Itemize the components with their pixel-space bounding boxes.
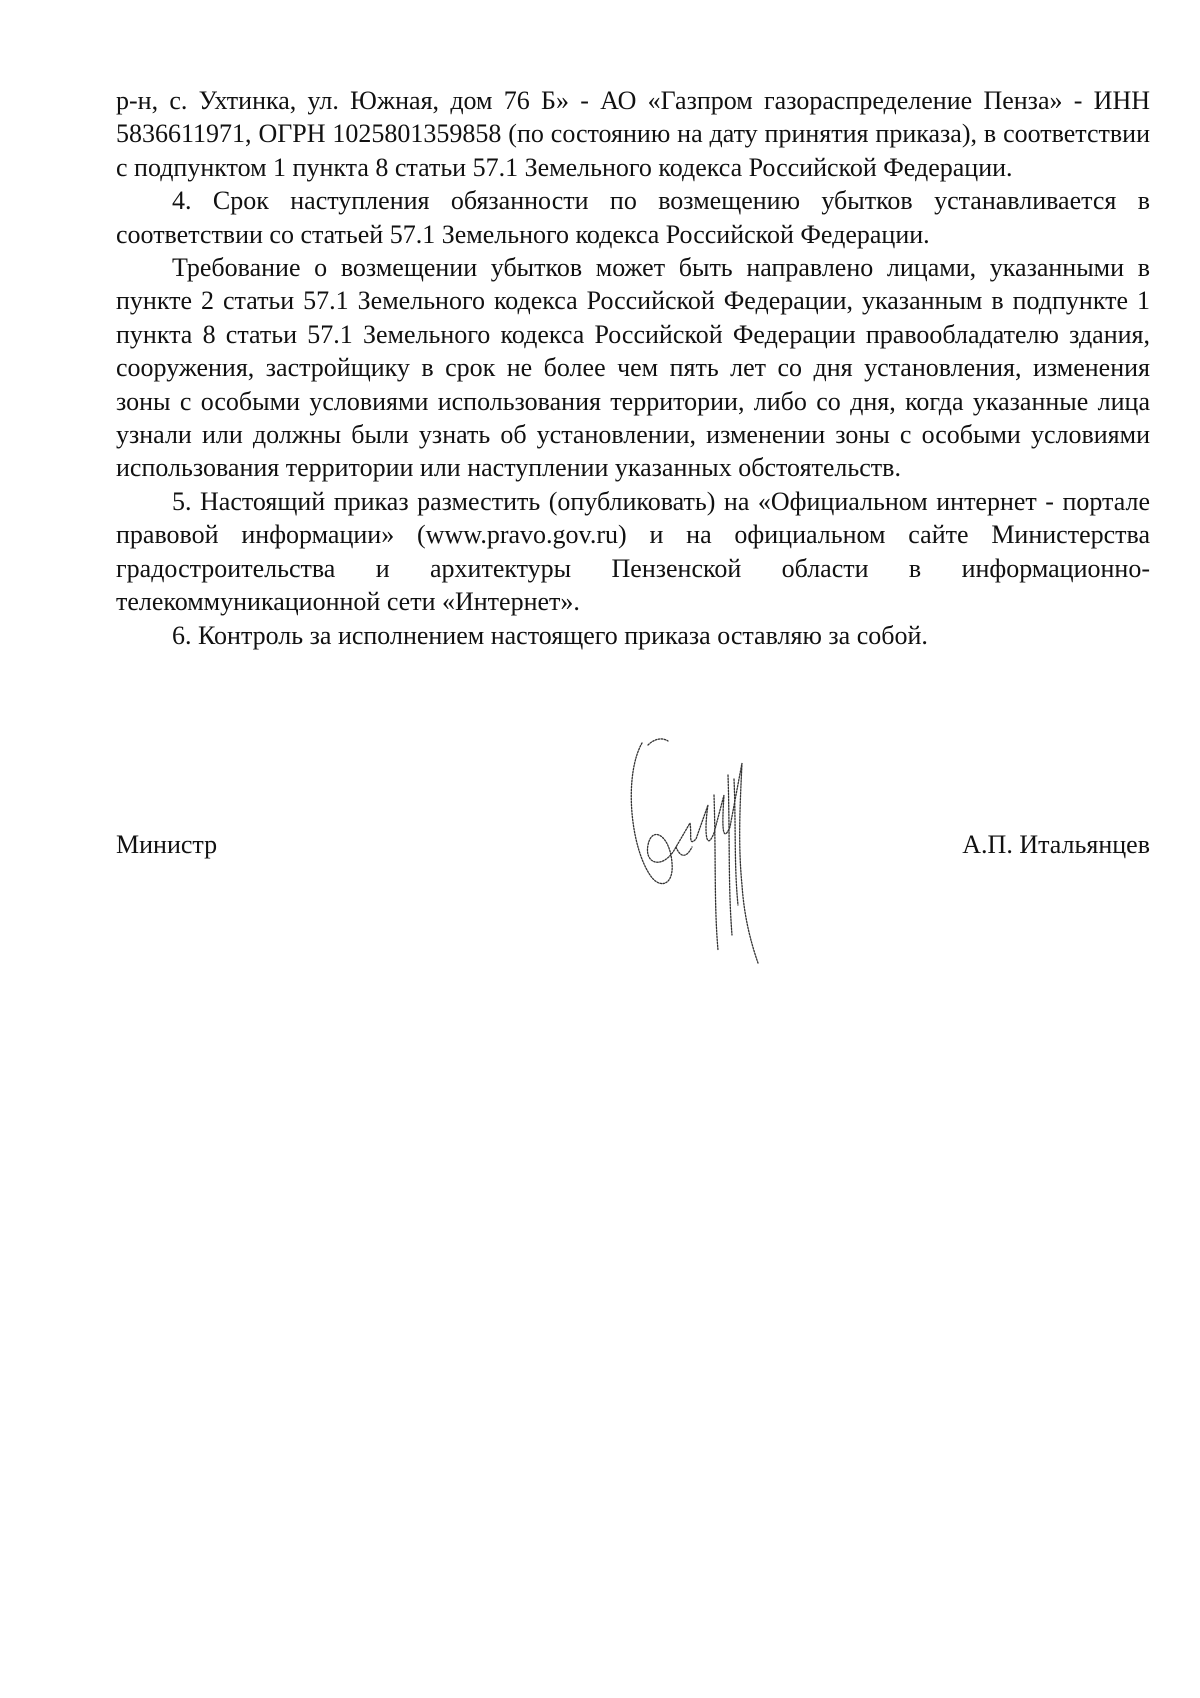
paragraph-item-5: 5. Настоящий приказ разместить (опубликовать) на «Официальном интернет - портале правовой информации» (www.pravo.gov.ru) и на официальном сайте Министерства градостроительства и архитектуры Пензенской области в информационно-телекоммуникационной сети «Интернет». — [116, 486, 1150, 617]
signature-block — [116, 830, 1150, 870]
paragraph-continuation: р-н, с. Ухтинка, ул. Южная, дом 76 Б» - АО «Газпром газораспределение Пенза» - ИНН 5836611971, ОГРН 1025801359858 (по состоянию на дату принятия приказа), в соответствии с подпунктом 1 пункта 8 статьи 57.1 Земельного кодекса Российской Федерации. — [116, 86, 1150, 182]
signer-name: А.П. Итальянцев — [962, 830, 1150, 859]
signer-title: Министр — [116, 830, 218, 859]
paragraph-damages-claim: Требование о возмещении убытков может быть направлено лицами, указанными в пункте 2 статьи 57.1 Земельного кодекса Российской Федерации, указанным в подпункте 1 пункта 8 статьи 57.1 Земельного кодекса Российской Федерации правообладателю здания, сооружения, застройщику в срок не более чем пять лет со дня установления, изменения зоны с особыми условиями использования территории, либо со дня, когда указанные лица узнали или должны были узнать об установлении, изменении зоны с особыми условиями использования территории или наступлении указанных обстоятельств. — [116, 253, 1150, 483]
paragraph-item-4: 4. Срок наступления обязанности по возмещению убытков устанавливается в соответствии со статьей 57.1 Земельного кодекса Российской Федерации. — [116, 186, 1150, 249]
paragraph-item-6: 6. Контроль за исполнением настоящего приказа оставляю за собой. — [172, 620, 928, 650]
document-body — [116, 84, 1150, 652]
